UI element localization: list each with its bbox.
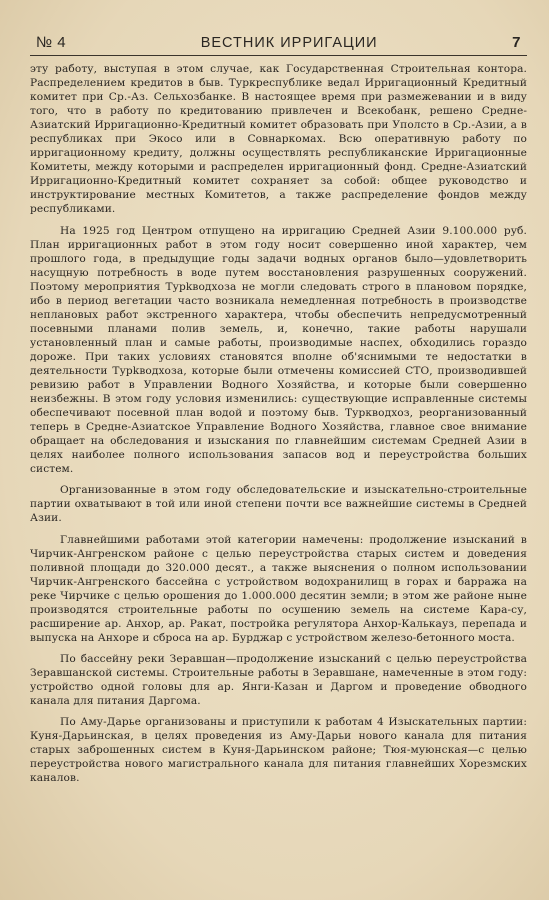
paragraph-1: эту работу, выступая в этом случае, как Государственная Строительная контора. Распределением кредитов в быв. Туркреспублике ведал Ирригационный Кредитный комитет при Ср.-Аз. Сельхозбанке. В настоящее время при размежевании и в виду того, что в работу по кредитованию привлечен и Всекобанк, решено Средне-Азиатский Ирригационно-Кредитный комитет образовать при Уполсто в Ср.-Азии, а в республиках при Экосо или в Совнаркомах. Всю оперативную работу по ирригационному кредиту, должны осуществлять республиканские Ирригационные Комитеты, между которыми и распределен ирригационный фонд. Средне-Азиатский Ирригационно-Кредитный комитет сохраняет за собой: общее руководство и инструктирование местных Комитетов, а также распределение фондов между республиками. <box>30 63 527 216</box>
issue-number: № 4 <box>36 34 67 51</box>
journal-title: ВЕСТНИК ИРРИГАЦИИ <box>200 35 378 51</box>
paragraph-6: По Аму-Дарье организованы и приступили к работам 4 Изыскательных партии: Куня-Дарьинская, в целях проведения из Аму-Дарьи нового канала для питания старых заброшенных систем в Куня-Дарьинском районе; Тюя-муюнская—с целью переустройства нового магистрального канала для питания главнейших Хорезмских каналов. <box>30 716 527 785</box>
page-number: 7 <box>512 34 521 51</box>
paragraph-2: На 1925 год Центром отпущено на ирригацию Средней Азии 9.100.000 руб. План ирригационных работ в этом году носит совершенно иной характер, чем прошлого года, в предыдущие годы задачи водных органов было—удовлетворить насущную потребность в воде путем восстановления разрушенных сооружений. Поэтому мероприятия Турkводхоза не могли следовать строго в плановом порядке, ибо в период вегетации часто возникала немедленная потребность в производстве неплановых работ экстренного характера, чтобы обеспечить непредусмотренный посевными планами полив земель, и, конечно, такие работы нарушали установленный план и самые работы, производимые наспех, обходились гораздо дороже. При таких условиях становятся вполне об'яснимыми те недостатки в деятельности Турkводхоза, которые были отмечены комиссией СТО, производившей ревизию работ в Управлении Водного Хозяйства, и которые были совершенно неизбежны. В этом году условия изменились: существующие исправленные системы обеспечивают посевной план водой и поэтому быв. Туркводхоз, реорганизованный теперь в Средне-Азиатское Управление Водного Хозяйства, главное свое внимание обращает на обследования и изыскания по главнейшим системам Средней Азии в целях наиболее полного использования запасов вод и переустройства больших систем. <box>30 224 527 476</box>
article-body <box>30 62 527 785</box>
paragraph-3: Организованные в этом году обследовательские и изыскательно-строительные партии охватывают в той или иной степени почти все важнейшие системы в Средней Азии. <box>30 484 527 525</box>
paragraph-4: Главнейшими работами этой категории намечены: продолжение изысканий в Чирчик-Ангренском районе с целью переустройства старых систем и доведения поливной площади до 320.000 десят., а также выяснения о полном использовании Чирчик-Ангренского бассейна с устройством водохранилищ в горах и барража на реке Чирчике с целью орошения до 1.000.000 десятин земли; в этом же районе ныне производятся строительные работы по осушению земель на системе Кара-су, расширение ар. Анхор, ар. Ракат, постройка регулятора Анхор-Калькауз, перепада и выпуска на Анхоре и сброса на ар. Бурджар с устройством железо-бетонного моста. <box>30 533 527 644</box>
paragraph-5: По бассейну реки Зеравшан—продолжение изысканий с целью переустройства Зеравшанской системы. Строительные работы в Зеравшане, намеченные в этом году: устройство одной головы для ар. Янги-Казан и Даргом и проведение обводного канала для питания Даргома. <box>30 652 527 708</box>
page-header <box>30 26 527 56</box>
